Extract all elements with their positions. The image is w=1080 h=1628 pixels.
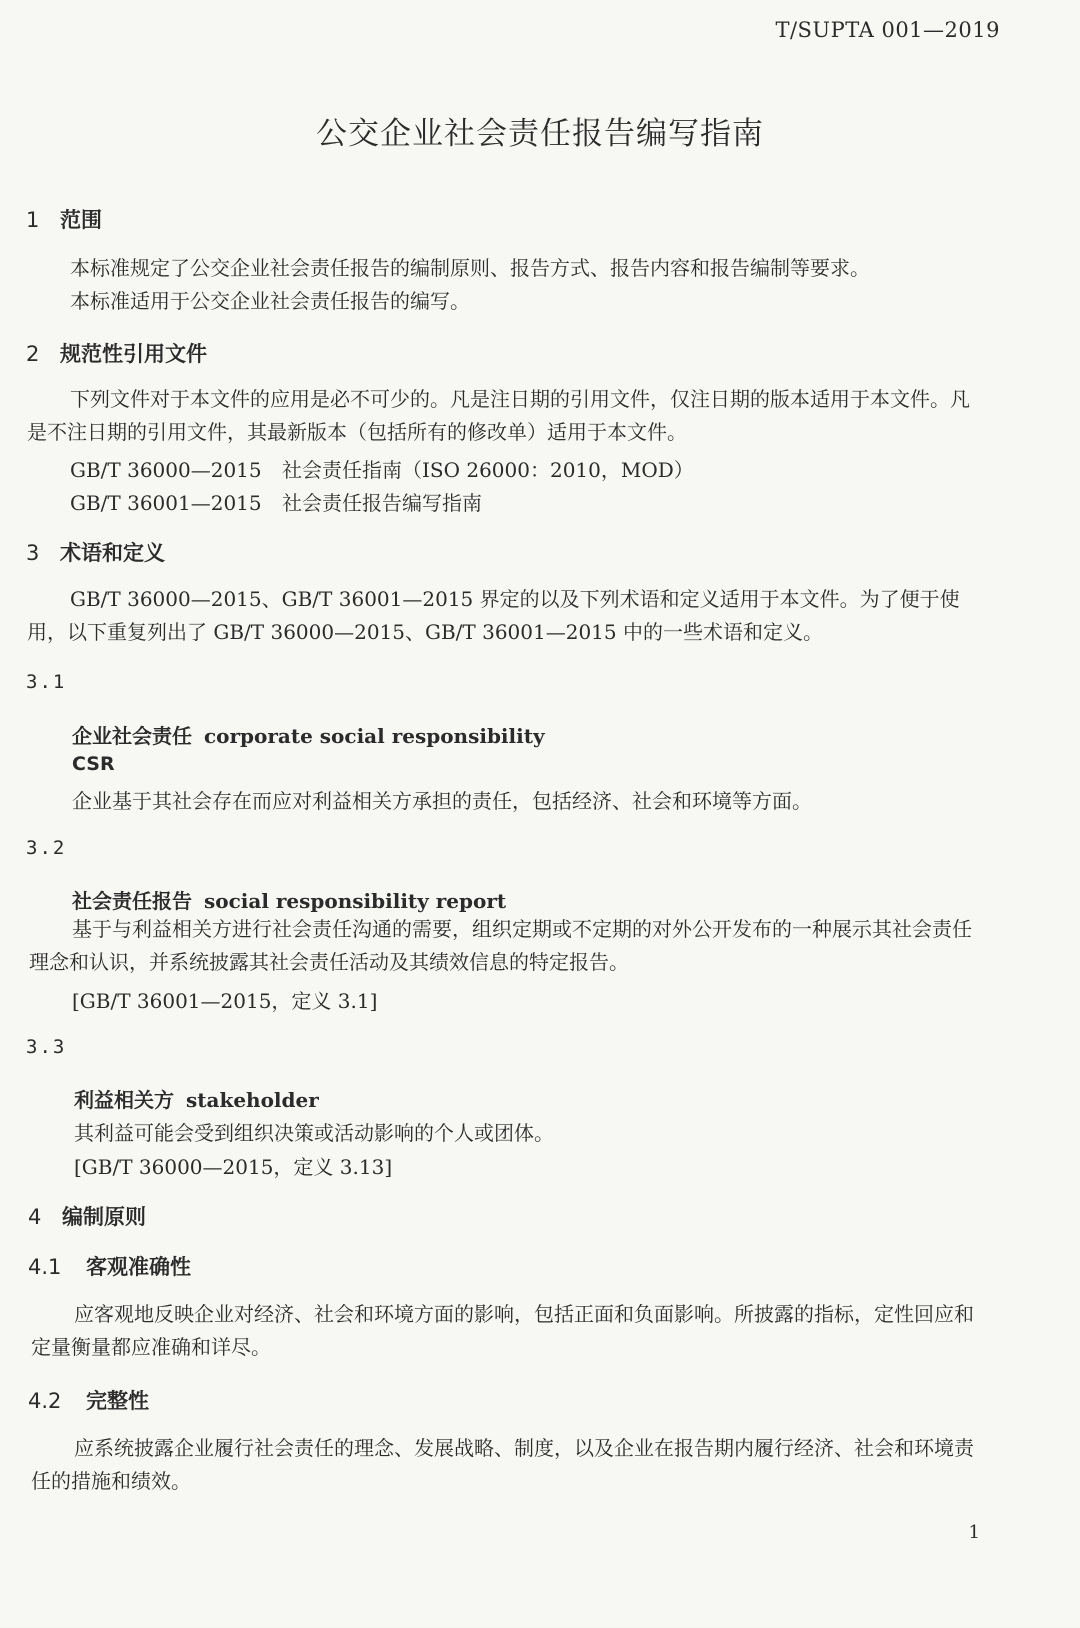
page-title: 公交企业社会责任报告编写指南 xyxy=(316,116,764,152)
section-3-heading xyxy=(26,537,165,567)
page-number: 1 xyxy=(968,1522,980,1543)
section-title: 规范性引用文件 xyxy=(60,342,207,366)
reference-entry xyxy=(70,454,694,483)
term-chinese: 社会责任报告 xyxy=(72,889,192,913)
subsection-4-2-heading xyxy=(28,1385,149,1415)
reference-entry xyxy=(70,487,482,516)
clause-number-3-2: 3.2 xyxy=(26,837,67,859)
section-title: 范围 xyxy=(60,208,102,232)
subsection-title: 客观准确性 xyxy=(86,1255,191,1279)
subsection-number: 4.2 xyxy=(28,1389,62,1413)
section-title: 编制原则 xyxy=(62,1205,146,1229)
clause-number-3-1: 3.1 xyxy=(26,671,67,693)
section-number: 2 xyxy=(26,342,40,366)
clause-number-3-3: 3.3 xyxy=(26,1036,67,1058)
term-english: social responsibility report xyxy=(204,889,507,913)
term-chinese: 利益相关方 xyxy=(74,1088,174,1112)
section-number: 4 xyxy=(28,1205,42,1229)
subsection-number: 4.1 xyxy=(28,1255,62,1279)
reference-name: 社会责任指南（ISO 26000：2010，MOD） xyxy=(282,458,694,482)
reference-code: GB/T 36001—2015 xyxy=(70,491,262,515)
term-3-3-source: [GB/T 36000—2015，定义 3.13] xyxy=(74,1155,393,1179)
section-1-heading xyxy=(26,204,102,234)
term-3-3-definition: 其利益可能会受到组织决策或活动影响的个人或团体。 xyxy=(74,1121,554,1145)
term-3-1 xyxy=(72,720,545,749)
section-1-para-2: 本标准适用于公交企业社会责任报告的编写。 xyxy=(70,289,470,313)
section-1-para-1: 本标准规定了公交企业社会责任报告的编制原则、报告方式、报告内容和报告编制等要求。 xyxy=(70,256,870,280)
section-number: 3 xyxy=(26,541,40,565)
subsection-4-2-text: 应系统披露企业履行社会责任的理念、发展战略、制度，以及企业在报告期内履行经济、社会和环境责任的措施和绩效。 xyxy=(31,1436,974,1493)
term-3-1-definition: 企业基于其社会存在而应对利益相关方承担的责任，包括经济、社会和环境等方面。 xyxy=(72,789,812,813)
section-2-heading xyxy=(26,338,207,368)
section-3-intro: GB/T 36000—2015、GB/T 36001—2015 界定的以及下列术语和定义适用于本文件。为了便于使用，以下重复列出了 GB/T 36000—2015、GB/T 36001—2015 中的一些术语和定义。 xyxy=(27,587,960,644)
standard-code: T/SUPTA 001—2019 xyxy=(775,18,1000,42)
subsection-title: 完整性 xyxy=(86,1389,149,1413)
term-3-2-source: [GB/T 36001—2015，定义 3.1] xyxy=(72,989,378,1013)
term-3-3 xyxy=(74,1084,319,1113)
reference-code: GB/T 36000—2015 xyxy=(70,458,262,482)
term-english: corporate social responsibility xyxy=(204,724,545,748)
section-title: 术语和定义 xyxy=(60,541,165,565)
term-chinese: 企业社会责任 xyxy=(72,724,192,748)
section-number: 1 xyxy=(26,208,40,232)
term-3-2-definition: 基于与利益相关方进行社会责任沟通的需要，组织定期或不定期的对外公开发布的一种展示其社会责任理念和认识，并系统披露其社会责任活动及其绩效信息的特定报告。 xyxy=(29,917,972,974)
reference-name: 社会责任报告编写指南 xyxy=(282,491,482,515)
term-abbreviation: CSR xyxy=(72,753,115,775)
section-2-intro: 下列文件对于本文件的应用是必不可少的。凡是注日期的引用文件，仅注日期的版本适用于本文件。凡是不注日期的引用文件，其最新版本（包括所有的修改单）适用于本文件。 xyxy=(27,387,970,444)
term-3-2 xyxy=(72,885,506,914)
subsection-4-1-heading xyxy=(28,1251,191,1281)
term-english: stakeholder xyxy=(186,1088,319,1112)
subsection-4-1-text: 应客观地反映企业对经济、社会和环境方面的影响，包括正面和负面影响。所披露的指标，定性回应和定量衡量都应准确和详尽。 xyxy=(31,1302,974,1359)
section-4-heading xyxy=(28,1201,146,1231)
